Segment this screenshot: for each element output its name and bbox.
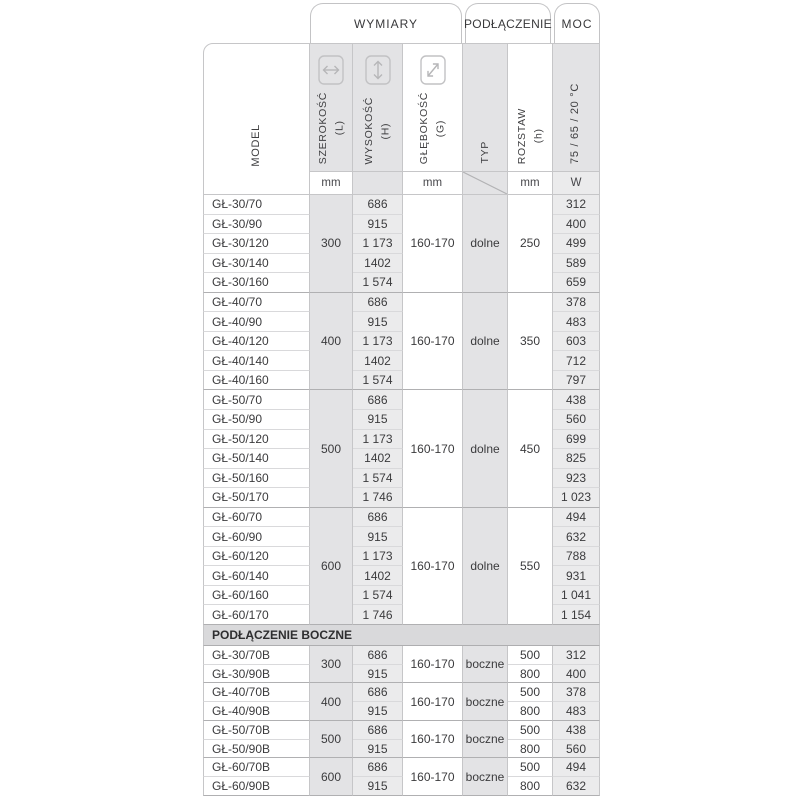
power-cell: 494 (553, 758, 600, 777)
height-cell: 686 (353, 508, 403, 528)
power-cell: 483 (553, 702, 600, 721)
height-cell: 915 (353, 410, 403, 430)
depth-cell: 160-170 (403, 508, 463, 625)
model-cell: GŁ-40/70 (203, 293, 310, 313)
width-cell: 500 (310, 721, 353, 759)
spacing-cell: 500 (508, 683, 553, 702)
type-cell: dolne (463, 508, 508, 625)
power-cell: 659 (553, 273, 600, 293)
width-cell: 400 (310, 683, 353, 721)
model-cell: GŁ-30/90 (203, 215, 310, 235)
model-cell: GŁ-30/120 (203, 234, 310, 254)
diagonal-strike-icon (463, 172, 507, 194)
height-cell: 1402 (353, 566, 403, 586)
model-cell: GŁ-60/120 (203, 547, 310, 567)
model-cell: GŁ-60/90B (203, 777, 310, 796)
model-cell: GŁ-30/90B (203, 665, 310, 684)
spacing-cell: 450 (508, 390, 553, 507)
col-header-label: WYSOKOŚĆ (H) (363, 96, 392, 164)
spacing-cell: 500 (508, 721, 553, 740)
height-cell: 1 574 (353, 371, 403, 391)
model-cell: GŁ-40/160 (203, 371, 310, 391)
col-header-wysokosc (353, 43, 403, 172)
col-header-label: SZEROKOŚĆ (L) (316, 91, 345, 164)
col-header-label: TYP (478, 141, 491, 164)
depth-cell: 160-170 (403, 390, 463, 507)
model-cell: GŁ-50/160 (203, 469, 310, 489)
width-cell: 500 (310, 390, 353, 507)
spec-table (203, 0, 600, 797)
power-cell: 603 (553, 332, 600, 352)
power-cell: 400 (553, 215, 600, 235)
type-cell: dolne (463, 195, 508, 293)
power-cell: 797 (553, 371, 600, 391)
power-cell: 825 (553, 449, 600, 469)
spacing-cell: 350 (508, 293, 553, 391)
power-cell: 499 (553, 234, 600, 254)
height-cell: 915 (353, 702, 403, 721)
power-cell: 312 (553, 646, 600, 665)
power-cell: 699 (553, 430, 600, 450)
depth-cell: 160-170 (403, 758, 463, 796)
height-cell: 1 173 (353, 430, 403, 450)
group-header-label: MOC (561, 16, 593, 31)
power-cell: 560 (553, 740, 600, 759)
unit-cell-power: W (553, 172, 600, 195)
height-cell: 1 173 (353, 234, 403, 254)
col-header-label: GŁĘBOKOŚĆ (G) (418, 91, 447, 164)
model-cell: GŁ-50/90 (203, 410, 310, 430)
height-cell: 915 (353, 740, 403, 759)
height-cell: 1 746 (353, 488, 403, 508)
group-header-wymiary (310, 3, 462, 43)
model-cell: GŁ-40/90 (203, 312, 310, 332)
model-cell: GŁ-50/120 (203, 430, 310, 450)
unit-cell-spacing: mm (508, 172, 553, 195)
height-cell: 686 (353, 646, 403, 665)
power-cell: 378 (553, 683, 600, 702)
model-cell: GŁ-40/120 (203, 332, 310, 352)
spacing-cell: 550 (508, 508, 553, 625)
width-arrow-icon (318, 55, 344, 85)
height-arrow-icon (365, 55, 391, 85)
type-cell: dolne (463, 293, 508, 391)
spacing-cell: 500 (508, 646, 553, 665)
model-cell: GŁ-30/70B (203, 646, 310, 665)
col-header-typ (463, 43, 508, 172)
power-cell: 788 (553, 547, 600, 567)
group-header-label: WYMIARY (353, 16, 419, 31)
model-cell: GŁ-50/170 (203, 488, 310, 508)
col-header-label: ROZSTAW (h) (515, 107, 544, 164)
unit-cell-depth: mm (403, 172, 463, 195)
type-cell: boczne (463, 758, 508, 796)
height-cell: 1402 (353, 254, 403, 274)
model-cell: GŁ-30/160 (203, 273, 310, 293)
height-cell: 686 (353, 293, 403, 313)
height-cell: 1402 (353, 351, 403, 371)
power-cell: 1 023 (553, 488, 600, 508)
depth-cell: 160-170 (403, 293, 463, 391)
unit-cell-height (353, 172, 403, 195)
height-cell: 686 (353, 721, 403, 740)
group-header-moc (554, 3, 600, 43)
model-cell: GŁ-50/90B (203, 740, 310, 759)
width-cell: 300 (310, 646, 353, 684)
power-cell: 312 (553, 195, 600, 215)
model-cell: GŁ-60/160 (203, 586, 310, 606)
height-cell: 1 574 (353, 469, 403, 489)
group-header-label: PODŁĄCZENIE (464, 16, 552, 31)
power-cell: 632 (553, 527, 600, 547)
height-cell: 1 574 (353, 273, 403, 293)
col-header-glebokosc (403, 43, 463, 172)
height-cell: 1 574 (353, 586, 403, 606)
power-cell: 712 (553, 351, 600, 371)
col-header-szerokosc (310, 43, 353, 172)
height-cell: 1 173 (353, 332, 403, 352)
power-cell: 438 (553, 390, 600, 410)
power-cell: 378 (553, 293, 600, 313)
model-cell: GŁ-30/70 (203, 195, 310, 215)
model-cell: GŁ-40/70B (203, 683, 310, 702)
section-header-bar: PODŁĄCZENIE BOCZNE (203, 625, 600, 646)
group-header-podlaczenie (465, 3, 551, 43)
model-cell: GŁ-40/140 (203, 351, 310, 371)
spacing-cell: 800 (508, 665, 553, 684)
model-cell: GŁ-40/90B (203, 702, 310, 721)
width-cell: 600 (310, 758, 353, 796)
unit-cell-type-diagonal (463, 172, 508, 195)
power-cell: 923 (553, 469, 600, 489)
height-cell: 1 746 (353, 605, 403, 625)
height-cell: 915 (353, 215, 403, 235)
model-cell: GŁ-60/70B (203, 758, 310, 777)
type-cell: dolne (463, 390, 508, 507)
model-cell: GŁ-30/140 (203, 254, 310, 274)
col-header-label: 75 / 65 / 20 °C (569, 83, 582, 164)
model-cell: GŁ-50/140 (203, 449, 310, 469)
spacing-cell: 800 (508, 740, 553, 759)
height-cell: 915 (353, 312, 403, 332)
type-cell: boczne (463, 683, 508, 721)
model-cell: GŁ-60/70 (203, 508, 310, 528)
model-cell: GŁ-60/90 (203, 527, 310, 547)
spacing-cell: 250 (508, 195, 553, 293)
model-cell: GŁ-60/140 (203, 566, 310, 586)
power-cell: 589 (553, 254, 600, 274)
height-cell: 686 (353, 758, 403, 777)
col-header-label: MODEL (249, 124, 262, 167)
type-cell: boczne (463, 646, 508, 684)
power-cell: 400 (553, 665, 600, 684)
model-cell: GŁ-50/70B (203, 721, 310, 740)
col-header-rozstaw (508, 43, 553, 172)
power-cell: 632 (553, 777, 600, 796)
height-cell: 1 173 (353, 547, 403, 567)
col-header-model (203, 43, 310, 195)
height-cell: 915 (353, 777, 403, 796)
power-cell: 560 (553, 410, 600, 430)
width-cell: 400 (310, 293, 353, 391)
model-cell: GŁ-50/70 (203, 390, 310, 410)
spacing-cell: 500 (508, 758, 553, 777)
model-cell: GŁ-60/170 (203, 605, 310, 625)
depth-cell: 160-170 (403, 195, 463, 293)
power-cell: 438 (553, 721, 600, 740)
power-cell: 1 154 (553, 605, 600, 625)
unit-cell-width: mm (310, 172, 353, 195)
width-cell: 300 (310, 195, 353, 293)
col-header-moc-temp (553, 43, 600, 172)
height-cell: 686 (353, 195, 403, 215)
spacing-cell: 800 (508, 702, 553, 721)
depth-cell: 160-170 (403, 721, 463, 759)
spacing-cell: 800 (508, 777, 553, 796)
power-cell: 931 (553, 566, 600, 586)
width-cell: 600 (310, 508, 353, 625)
height-cell: 915 (353, 527, 403, 547)
height-cell: 1402 (353, 449, 403, 469)
type-cell: boczne (463, 721, 508, 759)
power-cell: 483 (553, 312, 600, 332)
height-cell: 915 (353, 665, 403, 684)
power-cell: 1 041 (553, 586, 600, 606)
depth-arrow-icon (420, 55, 446, 85)
depth-cell: 160-170 (403, 646, 463, 684)
depth-cell: 160-170 (403, 683, 463, 721)
power-cell: 494 (553, 508, 600, 528)
height-cell: 686 (353, 390, 403, 410)
height-cell: 686 (353, 683, 403, 702)
